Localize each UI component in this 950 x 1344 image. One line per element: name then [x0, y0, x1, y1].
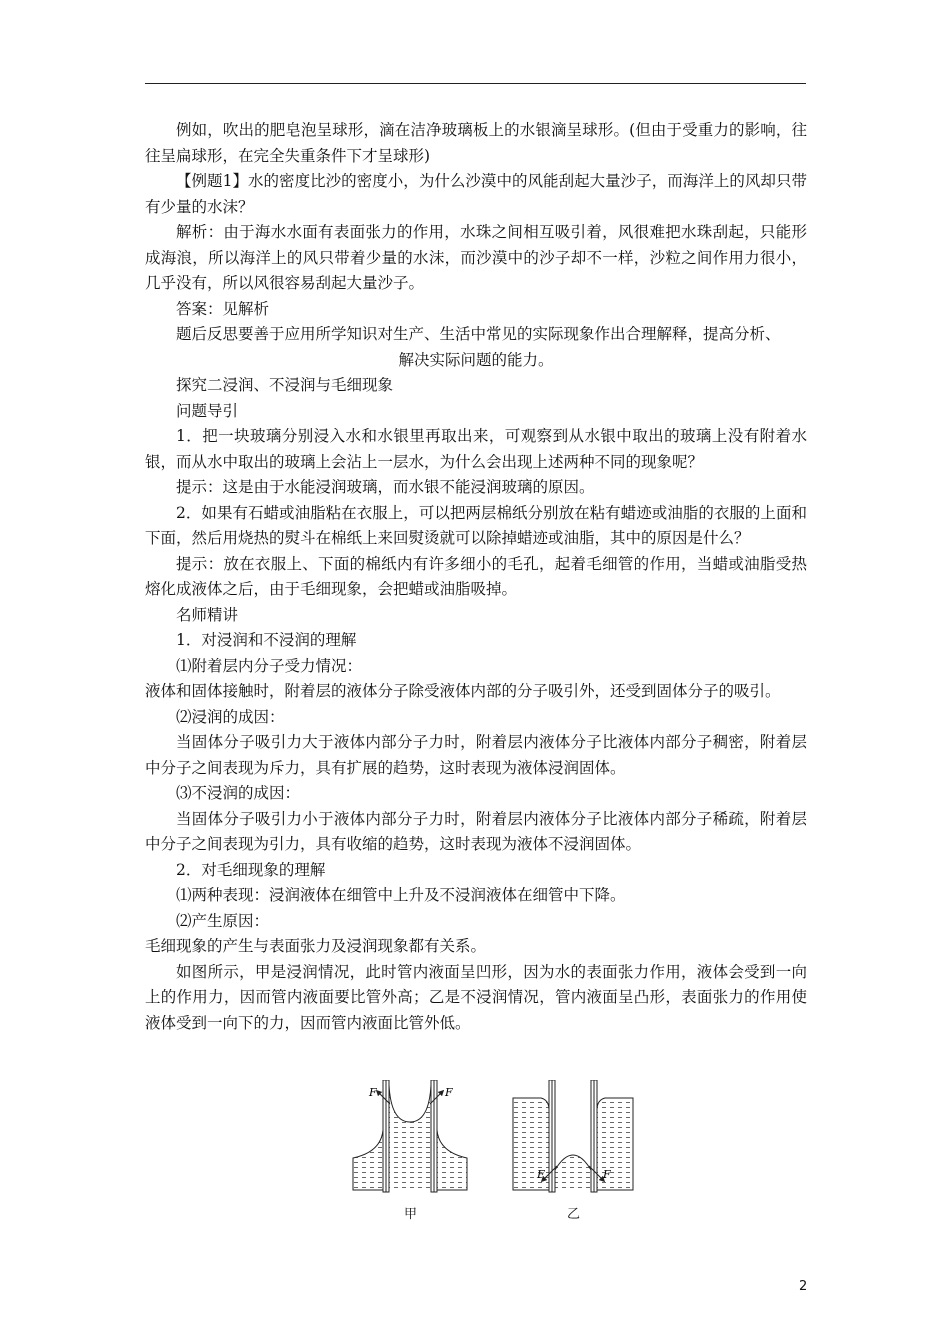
- paragraph: 当固体分子吸引力大于液体内部分子力时，附着层内液体分子比液体内部分子稠密，附着层中分子之间表现为斥力，具有扩展的趋势，这时表现为液体浸润固体。: [145, 733, 807, 777]
- hint-2: 提示：放在衣服上、下面的棉纸内有许多细小的毛孔，起着毛细管的作用，当蜡或油脂受热熔化成液体之后，由于毛细现象，会把蜡或油脂吸掉。: [145, 554, 807, 598]
- answer: 答案：见解析: [176, 299, 270, 318]
- non-wetting-diagram: [513, 1080, 633, 1192]
- point-subheading: ⑴附着层内分子受力情况：: [176, 656, 363, 675]
- section-heading: 探究二浸润、不浸润与毛细现象: [176, 376, 394, 394]
- wetting-diagram: [353, 1080, 467, 1192]
- paragraph: 例如，吹出的肥皂泡呈球形，滴在洁净玻璃板上的水银滴呈球形。(但由于受重力的影响，往往呈扁球形，在完全失重条件下才呈球形): [145, 121, 807, 165]
- point-subheading: ⑴两种表现：浸润液体在细管中上升及不浸润液体在细管中下降。: [176, 886, 626, 904]
- point-heading: 1．对浸润和不浸润的理解: [176, 631, 357, 649]
- paragraph: 液体和固体接触时，附着层的液体分子除受液体内部的分子吸引外，还受到固体分子的吸引。: [145, 682, 781, 700]
- subheading: 名师精讲: [176, 605, 239, 624]
- header-rule: [145, 83, 806, 84]
- force-label: F: [445, 1086, 453, 1099]
- page-number: 2: [799, 1279, 808, 1294]
- force-label: F: [369, 1086, 377, 1099]
- capillary-diagram: [345, 1080, 645, 1230]
- reflection-continued: 解决实际问题的能力。: [398, 350, 554, 369]
- point-subheading: ⑵产生原因：: [176, 911, 270, 930]
- point-heading: 2．对毛细现象的理解: [176, 860, 326, 879]
- paragraph: 毛细现象的产生与表面张力及浸润现象都有关系。: [145, 937, 487, 955]
- subheading: 问题导引: [176, 401, 239, 420]
- hint-1: 提示：这是由于水能浸润玻璃，而水银不能浸润玻璃的原因。: [176, 478, 595, 496]
- reflection: 题后反思要善于应用所学知识对生产、生活中常见的实际现象作出合理解释，提高分析、: [176, 325, 781, 343]
- force-label: F: [603, 1168, 611, 1181]
- point-subheading: ⑶不浸润的成因：: [176, 784, 301, 802]
- point-subheading: ⑵浸润的成因：: [176, 707, 285, 726]
- force-label: F: [537, 1168, 545, 1181]
- example-question: 【例题1】水的密度比沙的密度小，为什么沙漠中的风能刮起大量沙子，而海洋上的风却只带有少量的水沫？: [145, 172, 807, 216]
- question-1: 1．把一块玻璃分别浸入水和水银里再取出来，可观察到从水银中取出的玻璃上没有附着水银，而从水中取出的玻璃上会沾上一层水，为什么会出现上述两种不同的现象呢？: [145, 427, 807, 471]
- caption-yi: 乙: [567, 1207, 581, 1222]
- caption-jia: 甲: [404, 1207, 418, 1222]
- analysis: 解析：由于海水水面有表面张力的作用，水珠之间相互吸引着，风很难把水珠刮起，只能形成海浪，所以海洋上的风只带着少量的水沫，而沙漠中的沙子却不一样，沙粒之间作用力很小，几乎没有，所以风很容易刮起大量沙子。: [145, 223, 807, 292]
- paragraph: 当固体分子吸引力小于液体内部分子力时，附着层内液体分子比液体内部分子稀疏，附着层中分子之间表现为引力，具有收缩的趋势，这时表现为液体不浸润固体。: [145, 809, 807, 853]
- page-body: [145, 118, 807, 1036]
- capillary-figure: [345, 1080, 645, 1230]
- paragraph: 如图所示，甲是浸润情况，此时管内液面呈凹形，因为水的表面张力作用，液体会受到一向上的作用力，因而管内液面要比管外高；乙是不浸润情况，管内液面呈凸形，表面张力的作用使液体受到一向下的力，因而管内液面比管外低。: [145, 962, 807, 1032]
- question-2: 2．如果有石蜡或油脂粘在衣服上，可以把两层棉纸分别放在粘有蜡迹或油脂的衣服的上面和下面，然后用烧热的熨斗在棉纸上来回熨烫就可以除掉蜡迹或油脂，其中的原因是什么？: [145, 503, 807, 547]
